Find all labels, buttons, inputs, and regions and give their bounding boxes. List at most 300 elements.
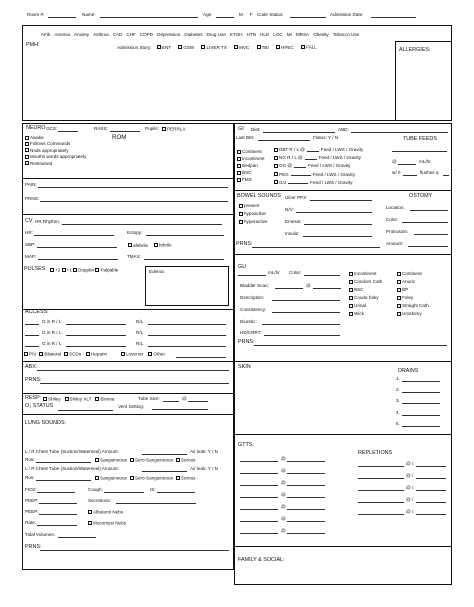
gu-option[interactable]: [397, 294, 430, 302]
gu-prns-field[interactable]: [254, 345, 447, 346]
repletion-field[interactable]: [358, 502, 404, 503]
pmh-condition[interactable]: MI: [286, 32, 292, 37]
checkbox[interactable]: [274, 172, 278, 176]
tmax-label: TMAX:: [127, 254, 142, 259]
pmh-condition[interactable]: ETOH: [229, 32, 243, 37]
gtts-title: GTTS:: [238, 442, 254, 448]
gtt-rate-field[interactable]: [287, 485, 325, 486]
ectopy-label: Ectopy:: [127, 230, 143, 235]
gtt-rate-field[interactable]: [287, 497, 325, 498]
sex-m-label[interactable]: M: [239, 12, 243, 17]
checkbox[interactable]: [349, 280, 353, 284]
pmh-condition[interactable]: Depression: [157, 32, 181, 37]
access-line-1-field[interactable]: [66, 324, 126, 325]
checkbox[interactable]: [25, 161, 29, 165]
gi-divider-1: [234, 190, 452, 191]
pulses-label: PULSES:: [24, 266, 47, 272]
cough-field[interactable]: [104, 492, 144, 493]
drain-field[interactable]: [402, 426, 440, 427]
tube-size-field[interactable]: [163, 401, 179, 402]
checkbox[interactable]: [95, 268, 99, 272]
checkbox[interactable]: [86, 352, 90, 356]
checkbox[interactable]: [274, 180, 278, 184]
ectopy-field[interactable]: [146, 235, 224, 236]
access-line-3-field[interactable]: [66, 346, 126, 347]
checkbox[interactable]: [25, 148, 29, 152]
access-option: Lovenox: [126, 351, 144, 357]
pulse-options: [50, 268, 118, 273]
resp-prns-field[interactable]: [40, 550, 229, 551]
repletion-at: @ /: [406, 485, 414, 490]
gtt-field[interactable]: [240, 485, 278, 486]
tube-size-label: Tube Size:: [138, 396, 160, 401]
neuro-check[interactable]: [25, 161, 86, 167]
ros-2-label: Ros:: [25, 475, 35, 480]
pmh-condition[interactable]: Asthma: [93, 32, 109, 37]
checkbox[interactable]: [239, 220, 243, 224]
checkbox[interactable]: [157, 45, 161, 49]
access-line-2-gauge[interactable]: [25, 335, 39, 336]
checkbox[interactable]: [95, 397, 99, 401]
pulse-option: Palpable: [100, 267, 119, 273]
bladder-scan-at: @: [306, 283, 311, 288]
checkbox[interactable]: [128, 243, 132, 247]
tube-feed-label: Feed / LWS / Gravity: [318, 155, 361, 161]
gi-prns-field[interactable]: [252, 247, 380, 248]
abx-field[interactable]: [37, 370, 229, 371]
gtt-field[interactable]: [240, 521, 278, 522]
peep-label: PEEP:: [25, 498, 39, 503]
pmh-condition[interactable]: Anemia: [54, 32, 71, 37]
pmh-condition[interactable]: HTN: [246, 32, 257, 37]
bm-option[interactable]: [237, 169, 264, 176]
drain-field[interactable]: [402, 415, 440, 416]
access-end: [22, 393, 234, 394]
temp-options: [128, 243, 172, 248]
ostomy-amount-label: Amount:: [386, 241, 404, 246]
bowel-sound-option[interactable]: [239, 210, 268, 218]
peep-field[interactable]: [39, 503, 77, 504]
checkbox[interactable]: [237, 150, 241, 154]
nv-label: N/V:: [285, 207, 294, 212]
gu-option-label: Foley: [402, 295, 414, 300]
access-rl-3-field[interactable]: [148, 346, 226, 347]
bladder-scan-time-field[interactable]: [313, 288, 341, 289]
checkbox[interactable]: [239, 212, 243, 216]
checkbox[interactable]: [176, 476, 180, 480]
air-leak-1: Air leak: Y / N: [190, 449, 218, 454]
description-field[interactable]: [272, 300, 340, 301]
map-field[interactable]: [38, 259, 118, 260]
pmh-condition[interactable]: Diabetes: [184, 32, 203, 37]
chest-tube-1-label: L / R Chest Tube (Suction/Waterseal) Amount:: [25, 449, 119, 454]
access-rl-2-field[interactable]: [148, 335, 226, 336]
checkbox[interactable]: [176, 458, 180, 462]
tmax-field[interactable]: [144, 259, 224, 260]
ostomy-protrusion-field[interactable]: [414, 234, 448, 235]
chest-tube-2-field[interactable]: [142, 471, 187, 472]
secretions-field[interactable]: [116, 503, 196, 504]
tube-feed-label: Feed / LWS / Gravity: [312, 171, 355, 177]
bm-option[interactable]: [237, 148, 264, 155]
mucomyst-option: [88, 521, 126, 526]
diet-field[interactable]: [263, 132, 335, 133]
access-divider: [22, 361, 234, 362]
bowel-sounds-title: BOWEL SOUNDS: [237, 193, 281, 199]
gu-option[interactable]: [397, 270, 430, 278]
access-rl-2: R/L: [136, 330, 144, 335]
repletion-field[interactable]: [358, 490, 404, 491]
checkbox[interactable]: [25, 155, 29, 159]
vent-setting-field[interactable]: [152, 409, 208, 410]
consistency-field[interactable]: [272, 312, 340, 313]
edema-label: Edema:: [149, 269, 165, 274]
gcs-field[interactable]: [58, 131, 78, 132]
gu-option[interactable]: [349, 286, 382, 294]
abd-field[interactable]: [351, 132, 448, 133]
checkbox[interactable]: [154, 243, 158, 247]
checkbox[interactable]: [349, 272, 353, 276]
flatus-label: Flatus: Y / N: [313, 135, 339, 140]
sbp-field[interactable]: [37, 247, 117, 248]
gtt-rate-field[interactable]: [287, 533, 325, 534]
flush-volume-field[interactable]: [403, 175, 417, 176]
ros-2-options: [95, 476, 195, 481]
checkbox[interactable]: [73, 268, 77, 272]
tube-row[interactable]: [274, 171, 363, 179]
drain-item: 4.: [396, 410, 400, 415]
checkbox[interactable]: [397, 304, 401, 308]
checkbox[interactable]: [43, 397, 47, 401]
checkbox[interactable]: [274, 148, 278, 152]
gtt-field[interactable]: [240, 473, 278, 474]
repletion-field[interactable]: [358, 478, 404, 479]
access-rl-1-field[interactable]: [148, 324, 226, 325]
bm-option-label: BSC: [242, 170, 252, 175]
hr-rhythm-field[interactable]: [62, 224, 222, 225]
checkbox[interactable]: [349, 312, 353, 316]
hd-crrt-label: HD/CRRT:: [240, 330, 262, 335]
checkbox[interactable]: [274, 156, 278, 160]
admission-date-label: Admission Date:: [330, 12, 364, 17]
pmh-condition[interactable]: MRSA: [295, 32, 310, 37]
flush-w-label: w/ 0: [392, 170, 401, 175]
pmh-condition[interactable]: COPD: [139, 32, 154, 37]
neuro-end: [22, 214, 234, 215]
gu-options-right: [397, 270, 430, 318]
checkbox[interactable]: [397, 280, 401, 284]
albuterol-option: [88, 510, 123, 515]
tube-feed-type-field[interactable]: [392, 151, 447, 152]
checkbox[interactable]: [349, 296, 353, 300]
gtt-at: @: [281, 528, 286, 533]
checkbox[interactable]: [237, 164, 241, 168]
bm-option[interactable]: [237, 162, 264, 169]
repletion-field[interactable]: [358, 466, 404, 467]
drainage-option: Sero-Sanguineous: [134, 457, 173, 463]
drainage-option: Serous: [180, 457, 196, 463]
tidal-label: Tidal Volumes:: [25, 532, 55, 537]
gtt-rate-field[interactable]: [287, 509, 325, 510]
checkbox[interactable]: [121, 352, 125, 356]
gtt-rate-field[interactable]: [287, 473, 325, 474]
gu-option[interactable]: [349, 270, 382, 278]
checkbox[interactable]: [201, 45, 205, 49]
checkbox[interactable]: [64, 352, 68, 356]
cough-label: Cough:: [88, 487, 103, 492]
tidal-field[interactable]: [58, 537, 96, 538]
room-field[interactable]: [48, 17, 76, 18]
gtt-field[interactable]: [240, 497, 278, 498]
repletion-field[interactable]: [358, 514, 404, 515]
nv-field[interactable]: [296, 212, 372, 213]
checkbox[interactable]: [239, 204, 243, 208]
ulcer-ppx-label: Ulcer PPX:: [285, 195, 308, 200]
gu-option[interactable]: [349, 310, 382, 318]
checkbox[interactable]: [88, 521, 92, 525]
gu-option[interactable]: [349, 278, 382, 286]
tube-depth-field[interactable]: [188, 401, 208, 402]
rate-field[interactable]: [37, 525, 77, 526]
cv-title: CV: [25, 218, 33, 224]
is-field[interactable]: [157, 492, 195, 493]
repletion-time-field[interactable]: [416, 478, 446, 479]
emesis-field[interactable]: [304, 224, 372, 225]
pmh-section: [22, 25, 452, 121]
gtt-rate-field[interactable]: [287, 461, 325, 462]
resp-prns-label: PRNS:: [25, 544, 42, 550]
gu-option-label: Urostomy: [402, 311, 422, 316]
age-field[interactable]: [216, 17, 234, 18]
repletion-time-field[interactable]: [416, 466, 446, 467]
fio2-label: FIO2:: [25, 487, 37, 492]
chest-tube-2-label: L / R Chest Tube (Suction/Waterseal) Amount:: [25, 466, 119, 471]
diuretic-field[interactable]: [262, 324, 340, 325]
gu-option[interactable]: [349, 302, 382, 310]
access-line-2-field[interactable]: [66, 335, 126, 336]
repletion-time-field[interactable]: [416, 502, 446, 503]
repletion-time-field[interactable]: [416, 514, 446, 515]
ros-2-field[interactable]: [36, 480, 91, 481]
tube-feed-label: Feed / LWS / Gravity: [320, 147, 364, 152]
pmh-condition[interactable]: CHF: [126, 32, 136, 37]
drain-field[interactable]: [402, 403, 440, 404]
ostomy-amount-field[interactable]: [408, 246, 448, 247]
ros-1-field[interactable]: [36, 462, 91, 463]
insulin-field[interactable]: [303, 236, 372, 237]
story-option: GSW: [183, 44, 195, 50]
ostomy-color-field[interactable]: [402, 222, 448, 223]
checkbox[interactable]: [95, 476, 99, 480]
pmh-condition[interactable]: Anxiety: [74, 32, 90, 37]
pmh-condition[interactable]: CAD: [112, 32, 123, 37]
bowel-sound-label: present: [244, 203, 260, 208]
bladder-scan-field[interactable]: [275, 288, 303, 289]
access-other-field[interactable]: [176, 357, 226, 358]
repletion-time-field[interactable]: [416, 490, 446, 491]
drain-field[interactable]: [402, 381, 440, 382]
drain-item: 3.: [396, 398, 400, 403]
checkbox[interactable]: [162, 127, 166, 131]
access-rl-3: R/L: [136, 341, 144, 346]
pmh-condition[interactable]: Drug Use: [206, 32, 226, 37]
fio2-field[interactable]: [37, 492, 75, 493]
ostomy-location-label: Location:: [386, 205, 405, 210]
drainage-option: Sanguineous: [100, 457, 127, 463]
drain-item: 5.: [396, 421, 400, 426]
pmh-condition[interactable]: LOC: [273, 32, 283, 37]
checkbox[interactable]: [349, 288, 353, 292]
drainage-option: Sero-Sanguineous: [134, 475, 173, 481]
resp-option: Shiley: [48, 396, 61, 402]
gu-prns-label: PRNS:: [238, 339, 255, 345]
hd-crrt-field[interactable]: [264, 335, 340, 336]
pmh-condition[interactable]: Tobacco Use: [332, 32, 360, 37]
rass-field[interactable]: [110, 131, 140, 132]
gu-option[interactable]: [397, 302, 430, 310]
abx-label: ABX:: [25, 364, 38, 370]
o2-status-field[interactable]: [58, 410, 113, 411]
gtt-field[interactable]: [240, 533, 278, 534]
pmh-condition[interactable]: AFib: [41, 32, 51, 37]
chest-tube-1-field[interactable]: [142, 454, 187, 455]
consistency-label: Consistency:: [240, 307, 267, 312]
checkbox[interactable]: [62, 268, 66, 272]
checkbox[interactable]: [50, 268, 54, 272]
access-line-3-gauge[interactable]: [25, 346, 39, 347]
neuro-check-label: Awake: [30, 135, 44, 140]
perrla-option: [162, 127, 185, 132]
name-field[interactable]: [100, 17, 198, 18]
gu-options-left: [349, 270, 382, 318]
story-option: LIVER TX: [206, 44, 227, 50]
tube-row[interactable]: [274, 154, 363, 162]
checkbox[interactable]: [397, 272, 401, 276]
access-line-1-gauge[interactable]: [25, 324, 39, 325]
gu-option[interactable]: [397, 286, 430, 294]
checkbox[interactable]: [274, 164, 278, 168]
vent-setting-label: Vent Setting:: [118, 404, 145, 409]
resp-options: [43, 397, 114, 402]
ostomy-location-field[interactable]: [410, 210, 448, 211]
code-status-field[interactable]: [290, 17, 326, 18]
bm-option[interactable]: [237, 176, 264, 183]
tube-label: NG R / L @: [279, 155, 303, 161]
gu-option[interactable]: [349, 294, 382, 302]
gtt-field[interactable]: [240, 509, 278, 510]
neuro-prns-field[interactable]: [40, 201, 228, 202]
bm-option-label: Bedpan: [242, 163, 258, 168]
room-label: Room #:: [27, 12, 45, 17]
pulse-option: Doppler: [78, 267, 95, 273]
checkbox[interactable]: [178, 45, 182, 49]
checkbox[interactable]: [25, 142, 29, 146]
checkbox[interactable]: [39, 352, 43, 356]
checkbox[interactable]: [65, 397, 69, 401]
bm-option-label: FMS: [242, 177, 252, 182]
last-bm-field[interactable]: [258, 140, 310, 141]
bladder-scan-label: Bladder Scan:: [240, 283, 269, 288]
bowel-sound-label: hypoactive: [244, 211, 266, 216]
hr-field[interactable]: [34, 235, 114, 236]
checkbox[interactable]: [24, 352, 28, 356]
secretions-label: Secretions:: [88, 498, 111, 503]
flush-freq-field[interactable]: [443, 175, 449, 176]
description-label: Description:: [240, 295, 265, 300]
checkbox[interactable]: [237, 171, 241, 175]
drain-field[interactable]: [402, 392, 440, 393]
pain-field[interactable]: [38, 187, 228, 188]
checkbox[interactable]: [148, 352, 152, 356]
gu-output-field[interactable]: [238, 275, 266, 276]
tube-label: OG @: [279, 163, 293, 169]
tube-row[interactable]: [274, 179, 363, 187]
pmh-condition[interactable]: Obesity: [313, 32, 329, 37]
tube-label: DBT R / L @: [279, 147, 305, 152]
gtt-field[interactable]: [240, 461, 278, 462]
checkbox[interactable]: [88, 510, 92, 514]
checkbox[interactable]: [349, 304, 353, 308]
tube-feed-label: Feed / LWS / Gravity: [310, 179, 353, 185]
last-bm-label: Last BM:: [236, 135, 255, 140]
resp-option: Shiley XLT: [69, 396, 92, 402]
tube-at: @: [182, 396, 187, 401]
checkbox[interactable]: [234, 45, 238, 49]
access-prns-field[interactable]: [40, 383, 229, 384]
gu-option[interactable]: [397, 278, 430, 286]
checkbox[interactable]: [397, 288, 401, 292]
checkbox[interactable]: [237, 178, 241, 182]
access-title: ACCESS:: [25, 309, 49, 315]
drain-item: 1.: [396, 376, 400, 381]
pmh-condition[interactable]: HLD: [260, 32, 270, 37]
tube-row[interactable]: [274, 146, 363, 154]
gu-option[interactable]: [397, 310, 430, 318]
pulse-option: +1: [66, 267, 72, 273]
gtt-rate-field[interactable]: [287, 521, 325, 522]
sex-f-label[interactable]: F: [250, 12, 253, 17]
checkbox[interactable]: [237, 157, 241, 161]
resp-title: RESP:: [25, 395, 42, 401]
checkbox[interactable]: [95, 458, 99, 462]
checkbox[interactable]: [130, 458, 134, 462]
ostomy-title: OSTOMY: [409, 193, 433, 199]
bowel-sound-option[interactable]: [239, 218, 268, 226]
tube-row[interactable]: [274, 162, 363, 170]
access-options: [24, 352, 165, 357]
skin-title: SKIN: [238, 364, 251, 370]
gu-option-label: BSC: [354, 287, 364, 292]
checkbox[interactable]: [130, 476, 134, 480]
gu-color-field[interactable]: [304, 275, 340, 276]
story-option: MVC: [239, 44, 250, 50]
tf-rate-field[interactable]: [398, 164, 416, 165]
admission-date-field[interactable]: [371, 17, 416, 18]
checkbox[interactable]: [276, 45, 280, 49]
drainage-option: Serous: [180, 475, 196, 481]
ulcer-ppx-field[interactable]: [310, 200, 372, 201]
gi-title: GI: [238, 126, 244, 132]
checkbox[interactable]: [397, 296, 401, 300]
checkbox[interactable]: [397, 312, 401, 316]
checkbox[interactable]: [301, 45, 305, 49]
checkbox[interactable]: [25, 136, 29, 140]
resp-divider: [22, 414, 234, 415]
bowel-sound-option[interactable]: [239, 202, 268, 210]
peep2-field[interactable]: [39, 514, 77, 515]
checkbox[interactable]: [257, 45, 261, 49]
bm-option[interactable]: [237, 155, 264, 162]
